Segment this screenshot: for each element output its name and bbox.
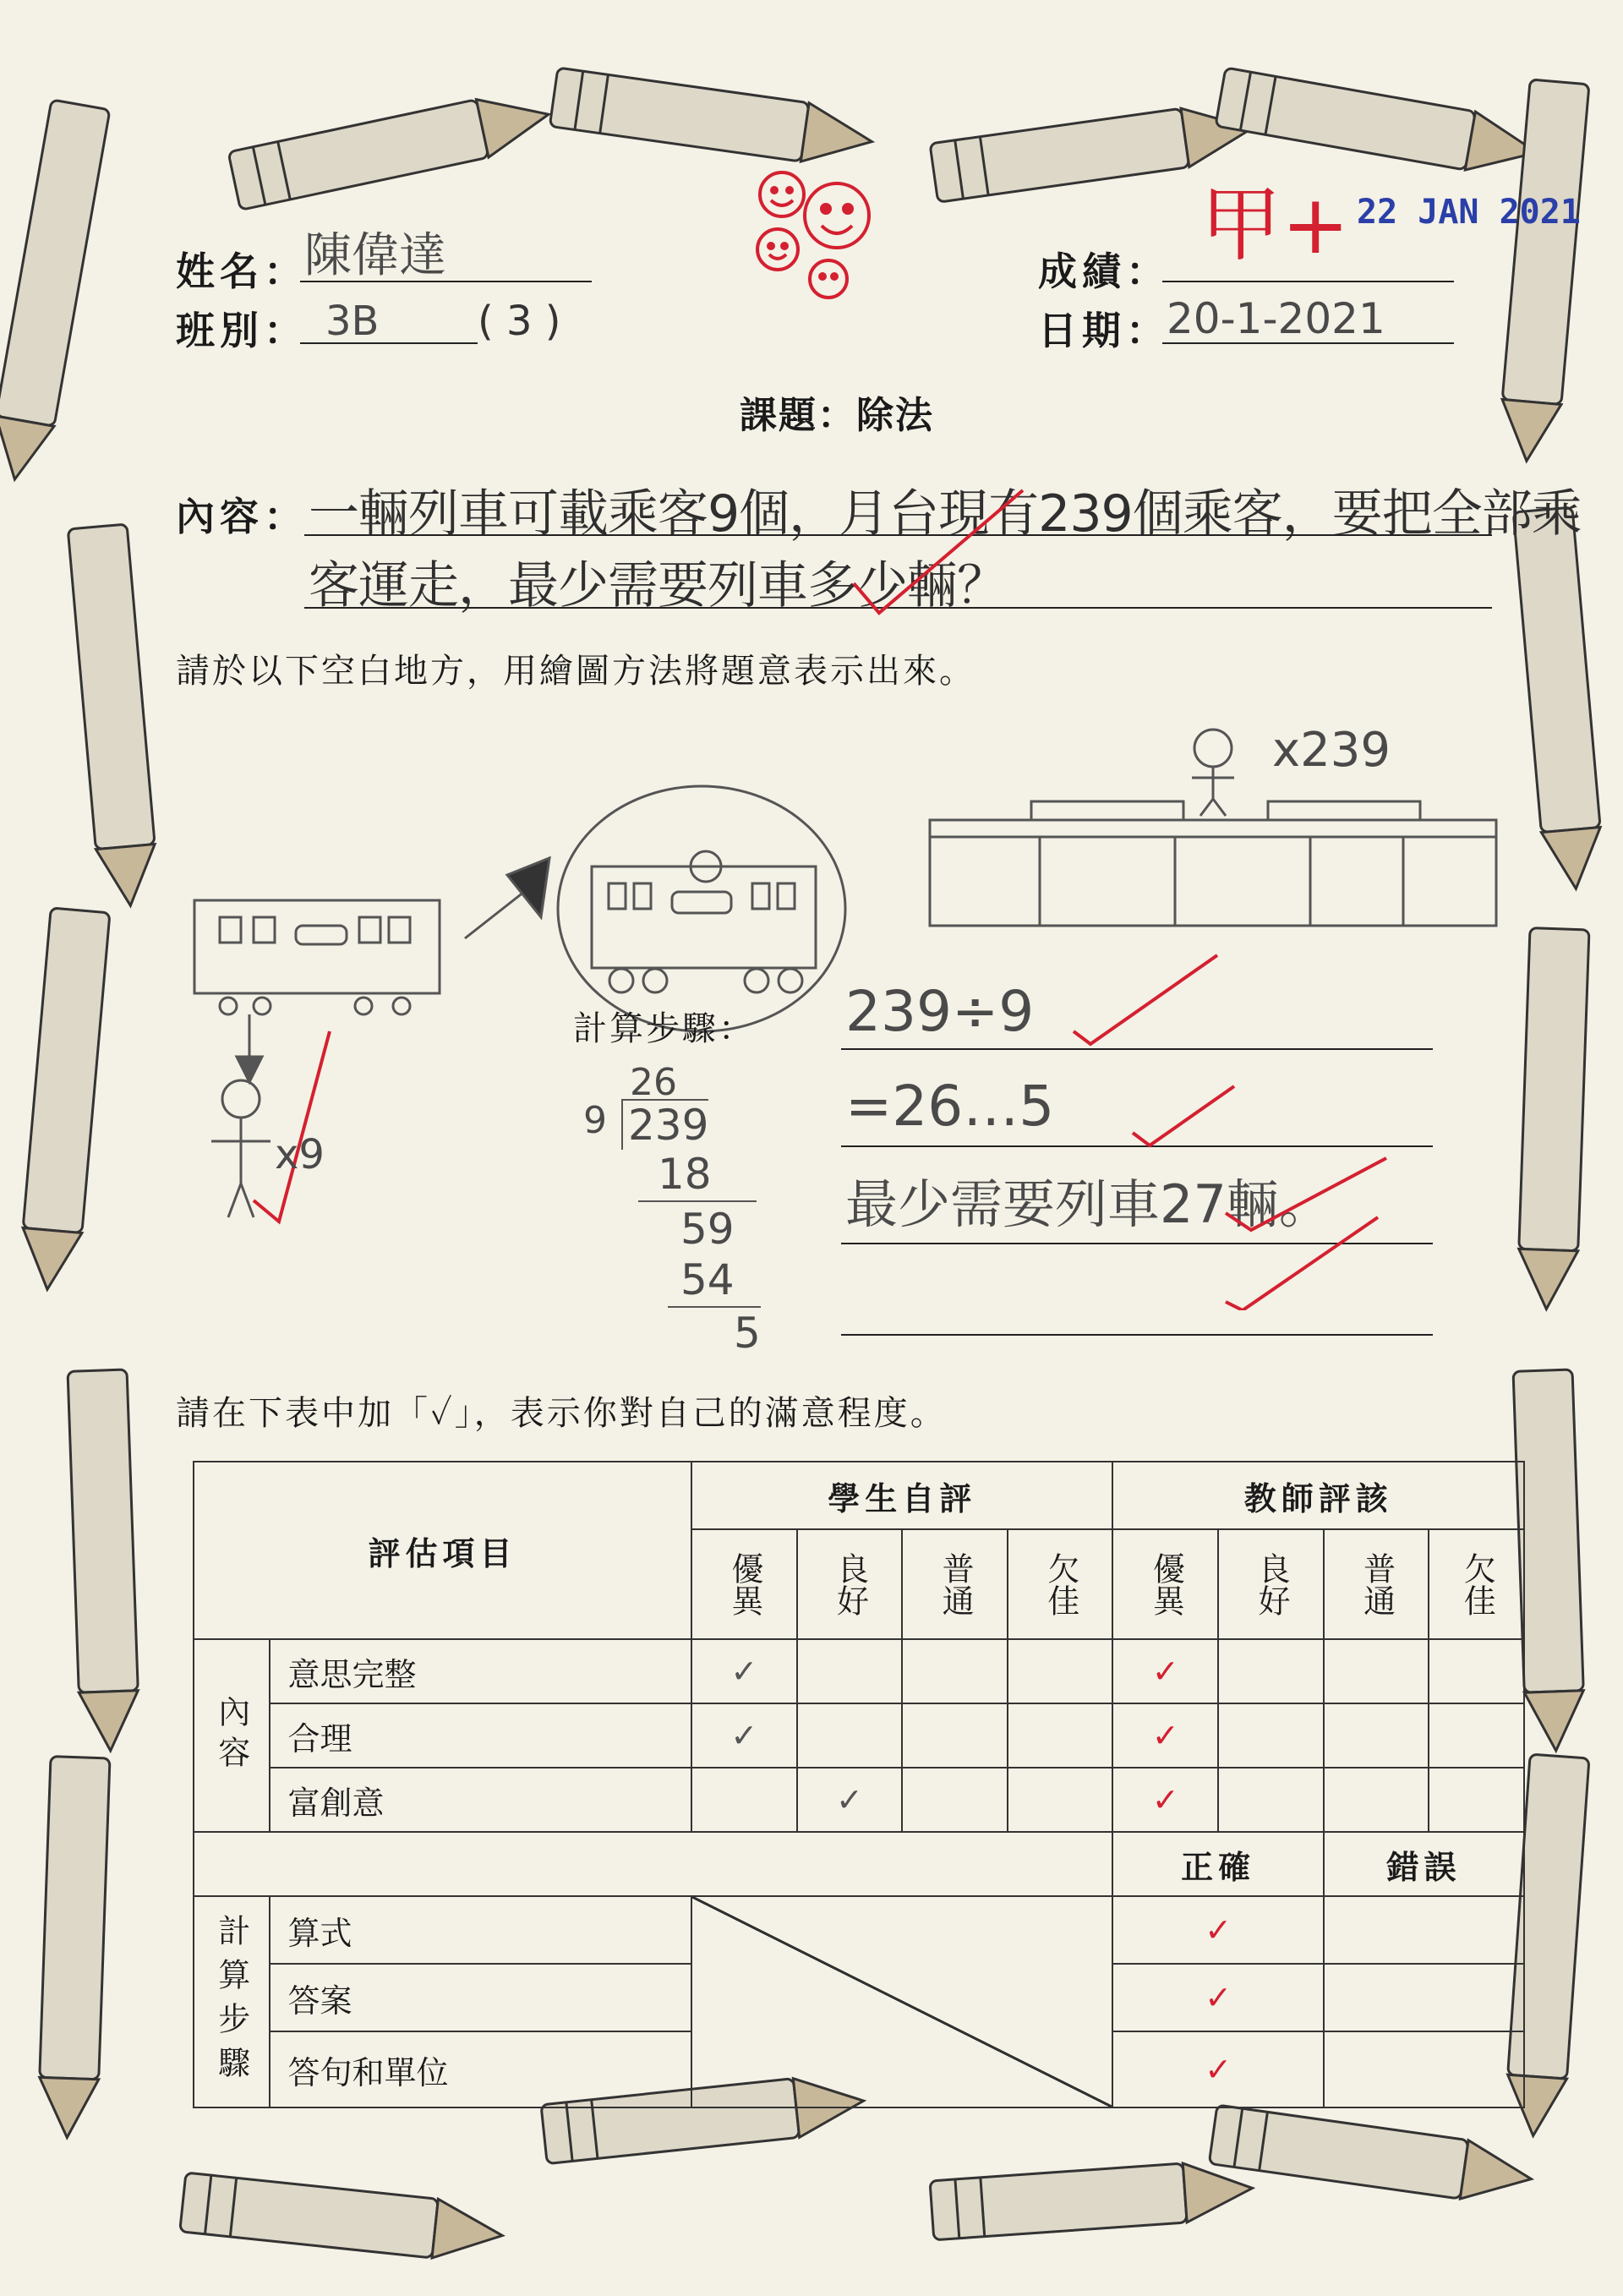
date-label: 日期： [1038, 308, 1170, 353]
pencil-icon [1516, 928, 1589, 1310]
teacher-check-icon: ✓ [1112, 1639, 1218, 1703]
grade-value: 甲+ [1200, 178, 1350, 272]
division-step-3: 54 [680, 1255, 735, 1304]
name-label: 姓名： [176, 249, 308, 294]
class-label: 班別： [176, 308, 308, 353]
level-excellent: 優異 [1112, 1529, 1218, 1639]
pencil-icon [930, 2158, 1254, 2239]
level-poor: 欠佳 [1429, 1529, 1524, 1639]
level-average: 普通 [902, 1529, 1008, 1639]
check-mark-icon [1133, 1086, 1234, 1145]
smiley-stamp-icon [744, 165, 888, 309]
content-label: 內容： [176, 494, 308, 539]
student-check-icon: ✓ [691, 1703, 797, 1768]
pencil-icon [37, 1757, 110, 2139]
name-underline [300, 281, 592, 282]
level-good: 良好 [797, 1529, 903, 1639]
evaluation-table [193, 1461, 1525, 2108]
level-excellent: 優異 [691, 1529, 797, 1639]
pencil-icon [1209, 2105, 1535, 2208]
item-creative: 富創意 [270, 1768, 691, 1832]
received-date-stamp: 22 JAN 2021 [1357, 193, 1581, 232]
pencil-icon [0, 100, 110, 484]
item-header: 評估項目 [194, 1462, 691, 1639]
diagonal-blank-cell [691, 1896, 1113, 2107]
calculation-line-2: =26…5 [845, 1074, 1055, 1139]
teacher-check-icon: ✓ [1112, 1896, 1323, 1964]
item-answer-sentence-unit: 答句和單位 [270, 2031, 691, 2107]
level-good: 良好 [1218, 1529, 1324, 1639]
calc-group-label: 計算步驟 [194, 1896, 270, 2107]
class-underline [300, 342, 478, 344]
wrong-header: 錯誤 [1324, 1832, 1524, 1896]
calculation-line-3: 最少需要列車27輛。 [845, 1173, 1331, 1235]
division-quotient: 26 [630, 1061, 677, 1104]
division-divisor: 9 [583, 1099, 607, 1142]
content-line-2: 客運走，最少需要列車多少輛？ [309, 556, 1007, 615]
teacher-check-icon: ✓ [1112, 2031, 1323, 2107]
level-poor: 欠佳 [1008, 1529, 1113, 1639]
item-complete-meaning: 意思完整 [270, 1639, 691, 1703]
student-header: 學生自評 [691, 1462, 1113, 1529]
division-rule-2 [668, 1306, 761, 1308]
drawing-instruction: 請於以下空白地方，用繪圖方法將題意表示出來。 [176, 652, 975, 691]
item-formula: 算式 [270, 1896, 691, 1964]
pencil-icon [228, 85, 555, 210]
check-mark-icon [1226, 1217, 1378, 1310]
teacher-header: 教師評該 [1112, 1462, 1524, 1529]
pencil-icon [180, 2173, 505, 2265]
teacher-calc-checks [1065, 938, 1454, 1310]
pencil-icon [18, 908, 110, 1292]
student-check-icon: ✓ [797, 1768, 903, 1832]
class-number: ( 3 ) [478, 298, 561, 345]
division-rule-1 [638, 1200, 757, 1202]
content-group-label: 內容 [194, 1639, 270, 1832]
division-step-1: 18 [658, 1150, 712, 1199]
check-mark-icon [1074, 955, 1217, 1044]
division-dividend: 239 [621, 1099, 708, 1150]
check-mark-icon [1226, 1158, 1386, 1230]
pencil-icon [1513, 507, 1605, 891]
date-underline [1162, 342, 1454, 344]
grade-label: 成績： [1038, 249, 1170, 294]
calculation-label: 計算步驟： [573, 1009, 755, 1048]
level-average: 普通 [1324, 1529, 1429, 1639]
teacher-check-icon: ✓ [1112, 1703, 1218, 1768]
calculation-line-1: 239÷9 [845, 979, 1035, 1044]
pencil-icon [549, 68, 876, 171]
content-line-1: 一輛列車可載乘客9個，月台現有239個乘客，要把全部乘 [309, 484, 1582, 544]
grade-underline [1162, 281, 1454, 282]
item-reasonable: 合理 [270, 1703, 691, 1768]
topic-title: 課題：除法 [740, 394, 934, 437]
calc-underline-4 [841, 1334, 1433, 1336]
passenger-count: x239 [1272, 723, 1391, 778]
teacher-check-mark-icon [845, 473, 1031, 626]
student-check-icon: ✓ [691, 1639, 797, 1703]
teacher-check-icon: ✓ [1112, 1768, 1218, 1832]
division-remainder: 5 [734, 1309, 761, 1358]
date-value: 20-1-2021 [1167, 294, 1385, 343]
pencil-icon [68, 524, 160, 908]
division-step-2: 59 [680, 1205, 735, 1254]
train-capacity: x9 [275, 1131, 325, 1178]
name-value: 陳偉達 [304, 228, 446, 283]
teacher-check-icon: ✓ [1112, 1964, 1323, 2031]
correct-header: 正確 [1112, 1832, 1323, 1896]
rating-instruction: 請在下表中加「✓」，表示你對自己的滿意程度。 [176, 1394, 947, 1433]
class-value: 3B [325, 298, 380, 345]
item-answer: 答案 [270, 1964, 691, 2031]
pencil-icon [68, 1369, 140, 1752]
